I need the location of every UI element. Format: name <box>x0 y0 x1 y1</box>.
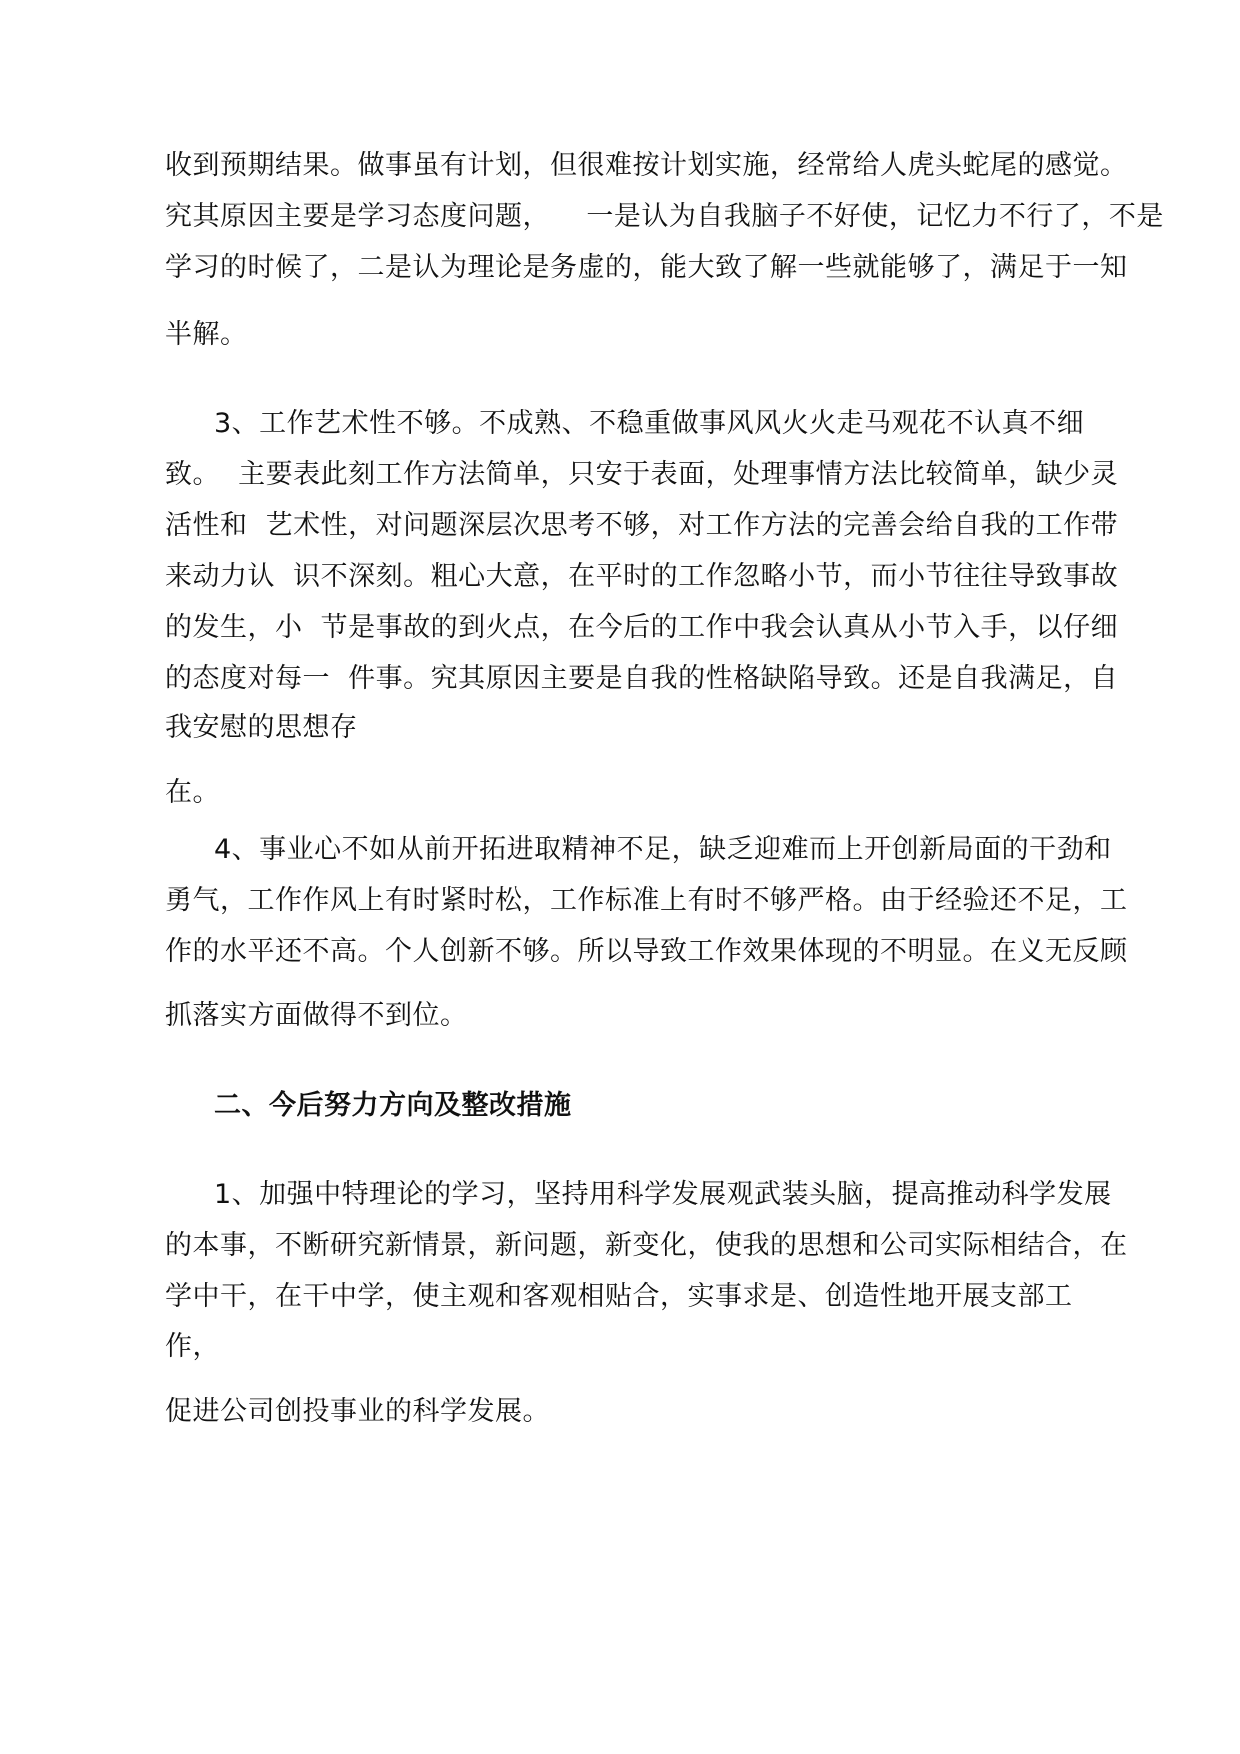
text-line: 勇气，工作作风上有时紧时松，工作标准上有时不够严格。由于经验还不足，工 <box>165 885 1128 916</box>
text-line: 作的水平还不高。个人创新不够。所以导致工作效果体现的不明显。在义无反顾 <box>165 936 1128 967</box>
text-line: 的态度对每一 件事。究其原因主要是自我的性格缺陷导致。还是自我满足，自 <box>165 663 1119 694</box>
text-line: 收到预期结果。做事虽有计划，但很难按计划实施，经常给人虎头蛇尾的感觉。 <box>165 150 1128 181</box>
text-line: 在。 <box>165 777 220 808</box>
text-line: 半解。 <box>165 319 248 350</box>
text-line: 作， <box>165 1331 220 1362</box>
text-line: 来动力认 识不深刻。粗心大意，在平时的工作忽略小节，而小节往往导致事故 <box>165 561 1119 592</box>
text-line: 致。 主要表此刻工作方法简单，只安于表面，处理事情方法比较简单，缺少灵 <box>165 459 1119 490</box>
text-line: 3、工作艺术性不够。不成熟、不稳重做事风风火火走马观花不认真不细 <box>214 408 1085 439</box>
text-line: 抓落实方面做得不到位。 <box>165 1000 468 1031</box>
text-line: 学习的时候了，二是认为理论是务虚的，能大致了解一些就能够了，满足于一知 <box>165 252 1128 283</box>
text-line: 促进公司创投事业的科学发展。 <box>165 1396 550 1427</box>
text-line: 活性和 艺术性，对问题深层次思考不够，对工作方法的完善会给自我的工作带 <box>165 510 1119 541</box>
text-line: 我安慰的思想存 <box>165 712 358 743</box>
text-line: 4、事业心不如从前开拓进取精神不足，缺乏迎难而上开创新局面的干劲和 <box>214 834 1112 865</box>
text-line: 1、加强中特理论的学习，坚持用科学发展观武装头脑，提高推动科学发展 <box>214 1179 1112 1210</box>
text-line: 学中干，在干中学，使主观和客观相贴合，实事求是、创造性地开展支部工 <box>165 1281 1073 1312</box>
text-line: 的发生，小 节是事故的到火点，在今后的工作中我会认真从小节入手，以仔细 <box>165 612 1119 643</box>
text-line: 究其原因主要是学习态度问题， 一是认为自我脑子不好使，记忆力不行了，不是 <box>165 201 1164 232</box>
section-heading: 二、今后努力方向及整改措施 <box>214 1090 572 1121</box>
text-line: 的本事，不断研究新情景，新问题，新变化，使我的思想和公司实际相结合，在 <box>165 1230 1128 1261</box>
